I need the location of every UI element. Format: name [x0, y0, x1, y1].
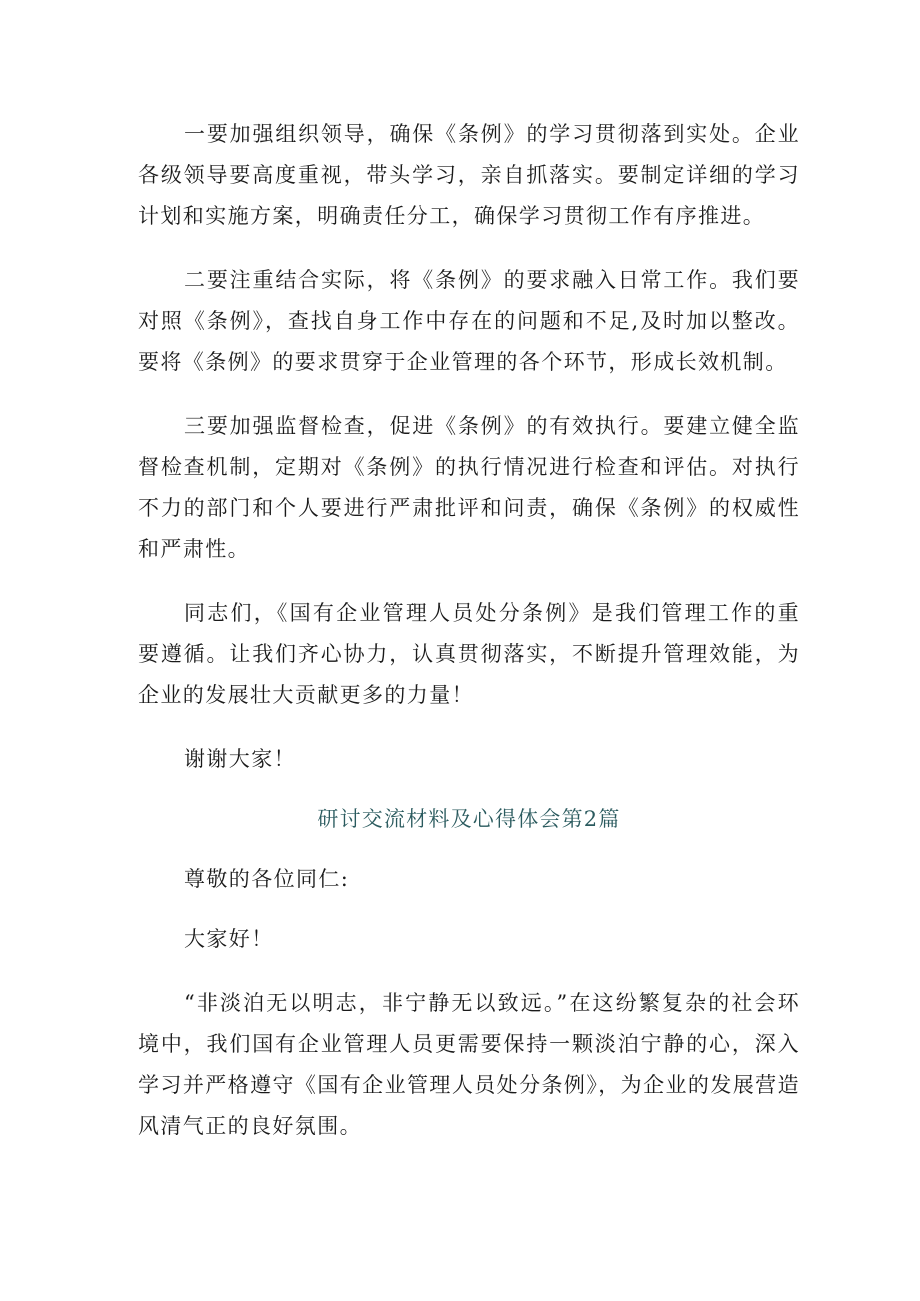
paragraph-opening-quote: “非淡泊无以明志，非宁静无以致远。”在这纷繁复杂的社会环境中，我们国有企业管理人员更需要保持一颗淡泊宁静的心，深入学习并严格遵守《国有企业管理人员处分条例》，为企业的发展营造风清气正的良好氛围。	[138, 991, 800, 1138]
paragraph-closing-remarks: 同志们，《国有企业管理人员处分条例》是我们管理工作的重要遵循。让我们齐心协力，认真贯彻落实，不断提升管理效能，为企业的发展壮大贡献更多的力量！	[138, 601, 800, 707]
paragraph-thanks: 谢谢大家！	[184, 747, 296, 771]
paragraph-salutation: 尊敬的各位同仁:	[184, 867, 350, 891]
paragraph-supervision-inspection: 三要加强监督检查，促进《条例》的有效执行。要建立健全监督检查机制，定期对《条例》的执行情况进行检查和评估。对执行不力的部门和个人要进行严肃批评和问责，确保《条例》的权威性和严肃性。	[138, 414, 800, 561]
paragraph-greeting: 大家好！	[184, 927, 274, 951]
document-body	[138, 114, 800, 1147]
paragraph-organization-leadership: 一要加强组织领导，确保《条例》的学习贯彻落到实处。企业各级领导要高度重视，带头学习，亲自抓落实。要制定详细的学习计划和实施方案，明确责任分工，确保学习贯彻工作有序推进。	[138, 122, 800, 228]
paragraph-combine-practice: 二要注重结合实际，将《条例》的要求融入日常工作。我们要对照《条例》，查找自身工作中存在的问题和不足,及时加以整改。要将《条例》的要求贯穿于企业管理的各个环节，形成长效机制。	[138, 268, 800, 374]
section-heading: 研讨交流材料及心得体会第2篇	[317, 807, 621, 831]
